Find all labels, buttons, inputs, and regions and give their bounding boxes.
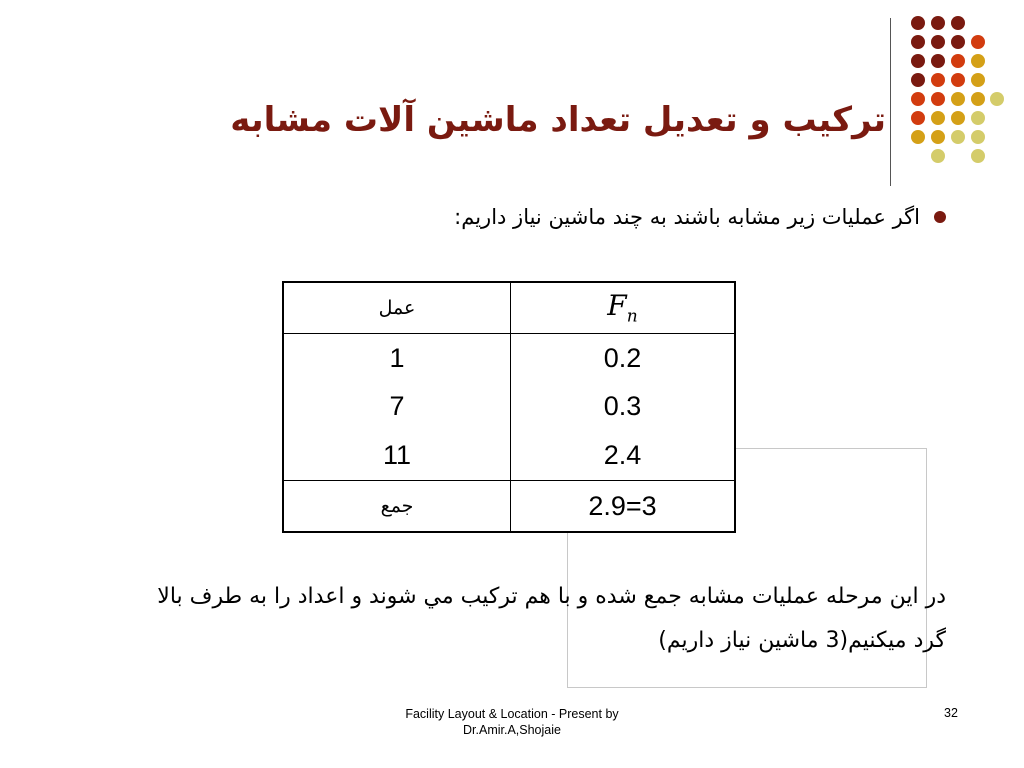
decorative-dot	[911, 16, 925, 30]
decorative-dot	[911, 92, 925, 106]
page-number: 32	[944, 706, 958, 720]
decorative-dot	[990, 92, 1004, 106]
operations-table	[282, 281, 736, 533]
operation-value: 11	[382, 440, 412, 471]
fn-cell	[511, 334, 736, 481]
paragraph-line-2: گرد میکنیم(3 ماشین نیاز داریم)	[658, 628, 946, 653]
decorative-dot	[931, 16, 945, 30]
decorative-dot	[951, 130, 965, 144]
decorative-dot	[951, 16, 965, 30]
sum-value: 2.9=3	[511, 481, 736, 533]
bullet-item	[454, 205, 946, 229]
header-fn-main: F	[607, 289, 627, 323]
decorative-dot	[971, 54, 985, 68]
bullet-dot-icon	[934, 211, 946, 223]
decorative-dot	[911, 54, 925, 68]
decorative-dot	[951, 111, 965, 125]
decorative-dot	[971, 111, 985, 125]
decorative-dot	[931, 149, 945, 163]
decorative-dot	[911, 35, 925, 49]
decorative-dot	[971, 73, 985, 87]
decorative-dot	[911, 111, 925, 125]
title-divider-line	[890, 18, 891, 186]
operation-cell	[283, 334, 511, 481]
decorative-dot	[931, 92, 945, 106]
decorative-dot	[931, 54, 945, 68]
decorative-dot	[971, 130, 985, 144]
header-fn	[511, 282, 736, 334]
decorative-dot-grid	[0, 0, 1024, 180]
bullet-text: اگر عملیات زیر مشابه باشند به چند ماشین نیاز داریم:	[454, 205, 920, 229]
fn-value: 0.3	[603, 391, 642, 422]
footer-text	[370, 706, 654, 738]
footer-line-2: Dr.Amir.A,Shojaie	[463, 723, 561, 737]
decorative-dot	[971, 35, 985, 49]
decorative-dot	[911, 73, 925, 87]
decorative-dot	[951, 35, 965, 49]
operation-value: 7	[389, 391, 405, 422]
decorative-dot	[931, 73, 945, 87]
decorative-dot	[931, 130, 945, 144]
operation-value: 1	[389, 342, 405, 373]
decorative-dot	[951, 92, 965, 106]
decorative-dot	[971, 92, 985, 106]
decorative-dot	[971, 149, 985, 163]
decorative-dot	[911, 130, 925, 144]
footer-line-1: Facility Layout & Location - Present by	[405, 707, 619, 721]
fn-value: 0.2	[603, 342, 642, 373]
paragraph-line-1: در این مرحله عملیات مشابه جمع شده و با هم ترکیب مي شوند و اعداد را به طرف بالا	[157, 584, 946, 609]
decorative-dot	[931, 111, 945, 125]
table-data-row	[283, 334, 735, 481]
header-operation: عمل	[283, 282, 511, 334]
decorative-dot	[951, 73, 965, 87]
decorative-dot	[951, 54, 965, 68]
table-header-row	[283, 282, 735, 334]
fn-value: 2.4	[603, 440, 642, 471]
decorative-dot	[931, 35, 945, 49]
explanation-paragraph	[66, 575, 946, 663]
header-fn-sub: n	[626, 306, 638, 327]
table-sum-row	[283, 481, 735, 533]
sum-label: جمع	[283, 481, 511, 533]
slide-title: ترکیب و تعدیل تعداد ماشین آلات مشابه	[230, 100, 886, 140]
